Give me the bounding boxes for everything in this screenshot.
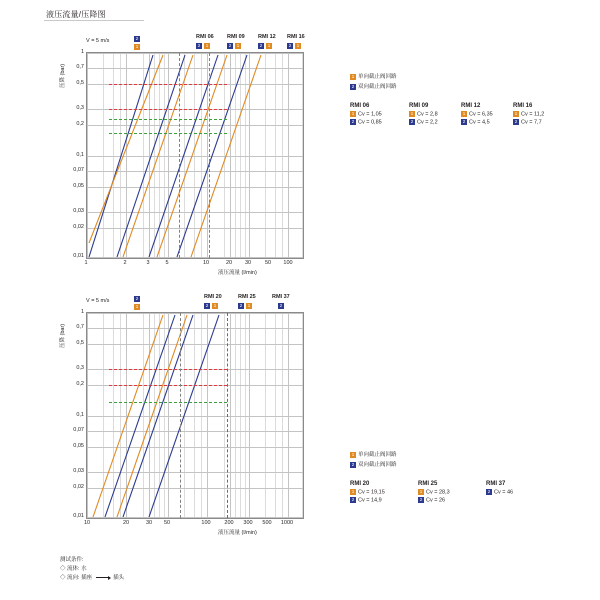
chip-1-icon: 1 [213, 303, 217, 308]
chart1-y-axis-title: 压降 (bar) [60, 63, 66, 88]
chip-1-icon: 1 [514, 111, 518, 116]
chart1-xtick-4: 10 [202, 260, 210, 266]
chip-1-icon: 1 [410, 111, 414, 116]
chart2-xtick-2: 30 [145, 520, 153, 526]
cv-text: Cv = 46 [494, 489, 514, 496]
chip-1-icon: 1 [135, 44, 139, 49]
test-conditions [60, 556, 124, 583]
chart1-cv-box-3 [513, 103, 544, 127]
chart1-xtick-3: 5 [165, 260, 169, 266]
conditions-label-1: 流向: [67, 575, 80, 581]
annotation2-hline-0p3 [109, 369, 227, 370]
chart2-ytick-5: 0,1 [76, 412, 84, 418]
chip-2-icon: 2 [288, 43, 292, 48]
legend-label-0: 单向截止阀回路 [358, 452, 397, 458]
cv-row [418, 497, 450, 503]
chart2-legend [350, 450, 397, 470]
cv-row [350, 119, 382, 125]
cv-text: Cv = 7,7 [521, 119, 542, 126]
cv-row [418, 489, 450, 495]
chart1-cv-box-1 [409, 103, 438, 127]
cv-row [513, 111, 544, 117]
cv-row [409, 119, 438, 125]
chart2-cv-box-0 [350, 481, 385, 505]
legend-item-1 [350, 82, 397, 90]
chip-2-icon: 2 [351, 83, 355, 89]
chart1-ytick-7: 0,3 [76, 105, 84, 111]
chart2-cv-box-1 [418, 481, 450, 505]
chip-2-icon: 2 [351, 118, 355, 124]
chip-1-icon: 1 [267, 43, 271, 48]
cv-box-title: RMI 12 [461, 103, 481, 109]
chart2-ytick-6: 0,2 [76, 381, 84, 387]
chip-2-icon: 2 [419, 496, 423, 502]
chip-1-icon: 1 [296, 43, 300, 48]
cv-row [350, 489, 385, 495]
chart1-velocity-chips [134, 36, 142, 50]
chart-1-plot [86, 52, 304, 259]
annotation-vline-2 [209, 53, 210, 258]
chart1-colhead-1: RMI 09 [227, 34, 245, 40]
cv-box-title: RMI 20 [350, 481, 370, 487]
cv-text: Cv = 6,35 [469, 111, 493, 118]
cv-text: Cv = 11,2 [521, 111, 545, 118]
cv-box-title: RMI 25 [418, 481, 438, 487]
chart1-ytick-5: 0,1 [76, 152, 84, 158]
chip-2-icon: 2 [487, 489, 491, 494]
chart2-ytick-9: 0,7 [76, 324, 84, 330]
cv-row [409, 111, 438, 117]
legend-label-0: 单向截止阀回路 [358, 74, 397, 80]
chart2-ytick-0: 0,01 [73, 513, 84, 519]
chart1-ytick-0: 0,01 [73, 253, 84, 259]
chip-1-icon: 1 [135, 304, 139, 309]
chart1-cv-box-0 [350, 103, 382, 127]
chip-1-icon: 1 [205, 43, 209, 48]
chart2-colhead-2: RMI 37 [272, 294, 290, 300]
chip-1-icon: 1 [351, 451, 355, 457]
chart2-xtick-0: 10 [83, 520, 91, 526]
chart1-cv-box-2 [461, 103, 493, 127]
chart1-x-axis-title: 液压流量 (l/min) [218, 270, 257, 276]
chip-2-icon: 2 [197, 43, 201, 48]
chart2-xtick-6: 300 [243, 520, 253, 526]
chip-2-icon: 2 [135, 36, 139, 41]
chip-2-icon: 2 [228, 43, 232, 48]
legend-item-1 [350, 460, 397, 468]
chart2-velocity-marker: V = 5 m/s [86, 298, 110, 304]
chip-1-icon: 1 [351, 73, 355, 79]
legend-label-1: 双向截止阀回路 [358, 462, 397, 468]
page-title: 液压流量/压降图 [46, 10, 106, 19]
cv-row [486, 489, 513, 495]
chart-2 [60, 309, 302, 536]
flow-direction-arrow-icon [96, 577, 110, 578]
chart2-ytick-2: 0,03 [73, 468, 84, 474]
chart1-xtick-8: 100 [283, 260, 293, 266]
annotation2-vline-1 [180, 313, 181, 518]
chart1-chips-0 [196, 43, 212, 50]
chip-1-icon: 1 [351, 111, 355, 116]
chart1-colhead-2: RMI 12 [258, 34, 276, 40]
cv-box-title: RMI 06 [350, 103, 370, 109]
chip-2-icon: 2 [462, 118, 466, 124]
chart2-xtick-3: 50 [163, 520, 171, 526]
cv-text: Cv = 26 [426, 497, 446, 504]
chart1-xtick-0: 1 [84, 260, 88, 266]
chart2-colhead-0: RMI 20 [204, 294, 222, 300]
chart1-legend [350, 72, 397, 92]
conditions-line-0: ◇ 流体: 水 [60, 566, 87, 572]
chart1-chips-3 [287, 43, 303, 50]
chip-2-icon: 2 [205, 303, 209, 308]
chip-2-icon: 2 [410, 118, 414, 124]
chart2-ytick-3: 0,05 [73, 443, 84, 449]
chart-2-plot [86, 312, 304, 519]
legend-item-0 [350, 450, 397, 458]
chart1-ytick-8: 0,5 [76, 80, 84, 86]
chart1-xtick-6: 30 [244, 260, 252, 266]
chart2-ytick-8: 0,5 [76, 340, 84, 346]
chart2-ytick-1: 0,02 [73, 484, 84, 490]
chart2-xtick-5: 200 [224, 520, 234, 526]
chip-2-icon: 2 [279, 303, 283, 308]
cv-text: Cv = 28,3 [426, 489, 450, 496]
legend-item-0 [350, 72, 397, 80]
chart2-x-axis-title: 液压流量 (l/min) [218, 530, 257, 536]
legend-label-1: 双向截止阀回路 [358, 84, 397, 90]
chart2-chips-2 [278, 303, 286, 310]
chart1-ytick-1: 0,02 [73, 224, 84, 230]
cv-box-title: RMI 16 [513, 103, 533, 109]
annotation2-hline-green [109, 402, 227, 403]
chip-2-icon: 2 [351, 496, 355, 502]
annotation-vline-1 [179, 53, 180, 258]
chip-2-icon: 2 [514, 118, 518, 124]
cv-text: Cv = 14,9 [358, 497, 382, 504]
cv-box-title: RMI 09 [409, 103, 429, 109]
chart1-colhead-3: RMI 16 [287, 34, 305, 40]
cv-text: Cv = 2,2 [417, 119, 438, 126]
chart1-ytick-10: 1 [80, 49, 84, 55]
cv-box-title: RMI 37 [486, 481, 506, 487]
chart2-ytick-7: 0,3 [76, 365, 84, 371]
annotation2-hline-0p2 [109, 385, 227, 386]
cv-text: Cv = 2,8 [417, 111, 438, 118]
chart2-chips-1 [238, 303, 254, 310]
chart1-ytick-9: 0,7 [76, 64, 84, 70]
chart1-chips-2 [258, 43, 274, 50]
chip-2-icon: 2 [135, 296, 139, 301]
chart1-xtick-2: 3 [146, 260, 150, 266]
chart2-colhead-1: RMI 25 [238, 294, 256, 300]
conditions-label-0: 流体: [67, 566, 80, 572]
chart2-xtick-4: 100 [201, 520, 211, 526]
chip-1-icon: 1 [351, 489, 355, 494]
cv-text: Cv = 0,85 [358, 119, 382, 126]
chart1-chips-1 [227, 43, 243, 50]
chart1-xtick-7: 50 [264, 260, 272, 266]
conditions-value-1b: 插头 [113, 575, 125, 581]
chart2-xtick-8: 1000 [280, 520, 294, 526]
chip-1-icon: 1 [247, 303, 251, 308]
chart1-ytick-4: 0,07 [73, 167, 84, 173]
chart-2-series [87, 313, 303, 518]
cv-row [350, 111, 382, 117]
chart-1 [60, 49, 302, 276]
conditions-heading: 测试条件: [60, 557, 84, 563]
chart2-velocity-chips [134, 296, 142, 310]
chart1-xtick-5: 20 [225, 260, 233, 266]
annotation2-vline-2 [227, 313, 228, 518]
chart2-cv-box-2 [486, 481, 513, 497]
cv-row [461, 119, 493, 125]
chip-2-icon: 2 [259, 43, 263, 48]
conditions-value-0: 水 [81, 566, 87, 572]
chip-1-icon: 1 [419, 489, 423, 494]
conditions-line-1: ◇ 流向: 插座 插头 [60, 575, 125, 581]
chart1-colhead-0: RMI 06 [196, 34, 214, 40]
chart1-ytick-3: 0,05 [73, 183, 84, 189]
cv-text: Cv = 1,05 [358, 111, 382, 118]
chart2-xtick-7: 500 [262, 520, 272, 526]
chip-2-icon: 2 [351, 461, 355, 467]
chip-1-icon: 1 [236, 43, 240, 48]
cv-text: Cv = 19,15 [358, 489, 385, 496]
chip-1-icon: 1 [462, 111, 466, 116]
chip-2-icon: 2 [239, 303, 243, 308]
chart2-chips-0 [204, 303, 220, 310]
chart2-ytick-4: 0,07 [73, 427, 84, 433]
cv-row [461, 111, 493, 117]
conditions-value-1: 插座 [81, 575, 93, 581]
cv-row [350, 497, 385, 503]
chart2-y-axis-title: 压降 (bar) [60, 323, 66, 348]
cv-row [513, 119, 544, 125]
chart1-velocity-marker: V = 5 m/s [86, 38, 110, 44]
chart1-xtick-1: 2 [123, 260, 127, 266]
chart1-ytick-2: 0,03 [73, 208, 84, 214]
chart1-ytick-6: 0,2 [76, 121, 84, 127]
chart2-xtick-1: 20 [122, 520, 130, 526]
cv-text: Cv = 4,5 [469, 119, 490, 126]
chart2-ytick-10: 1 [80, 309, 84, 315]
